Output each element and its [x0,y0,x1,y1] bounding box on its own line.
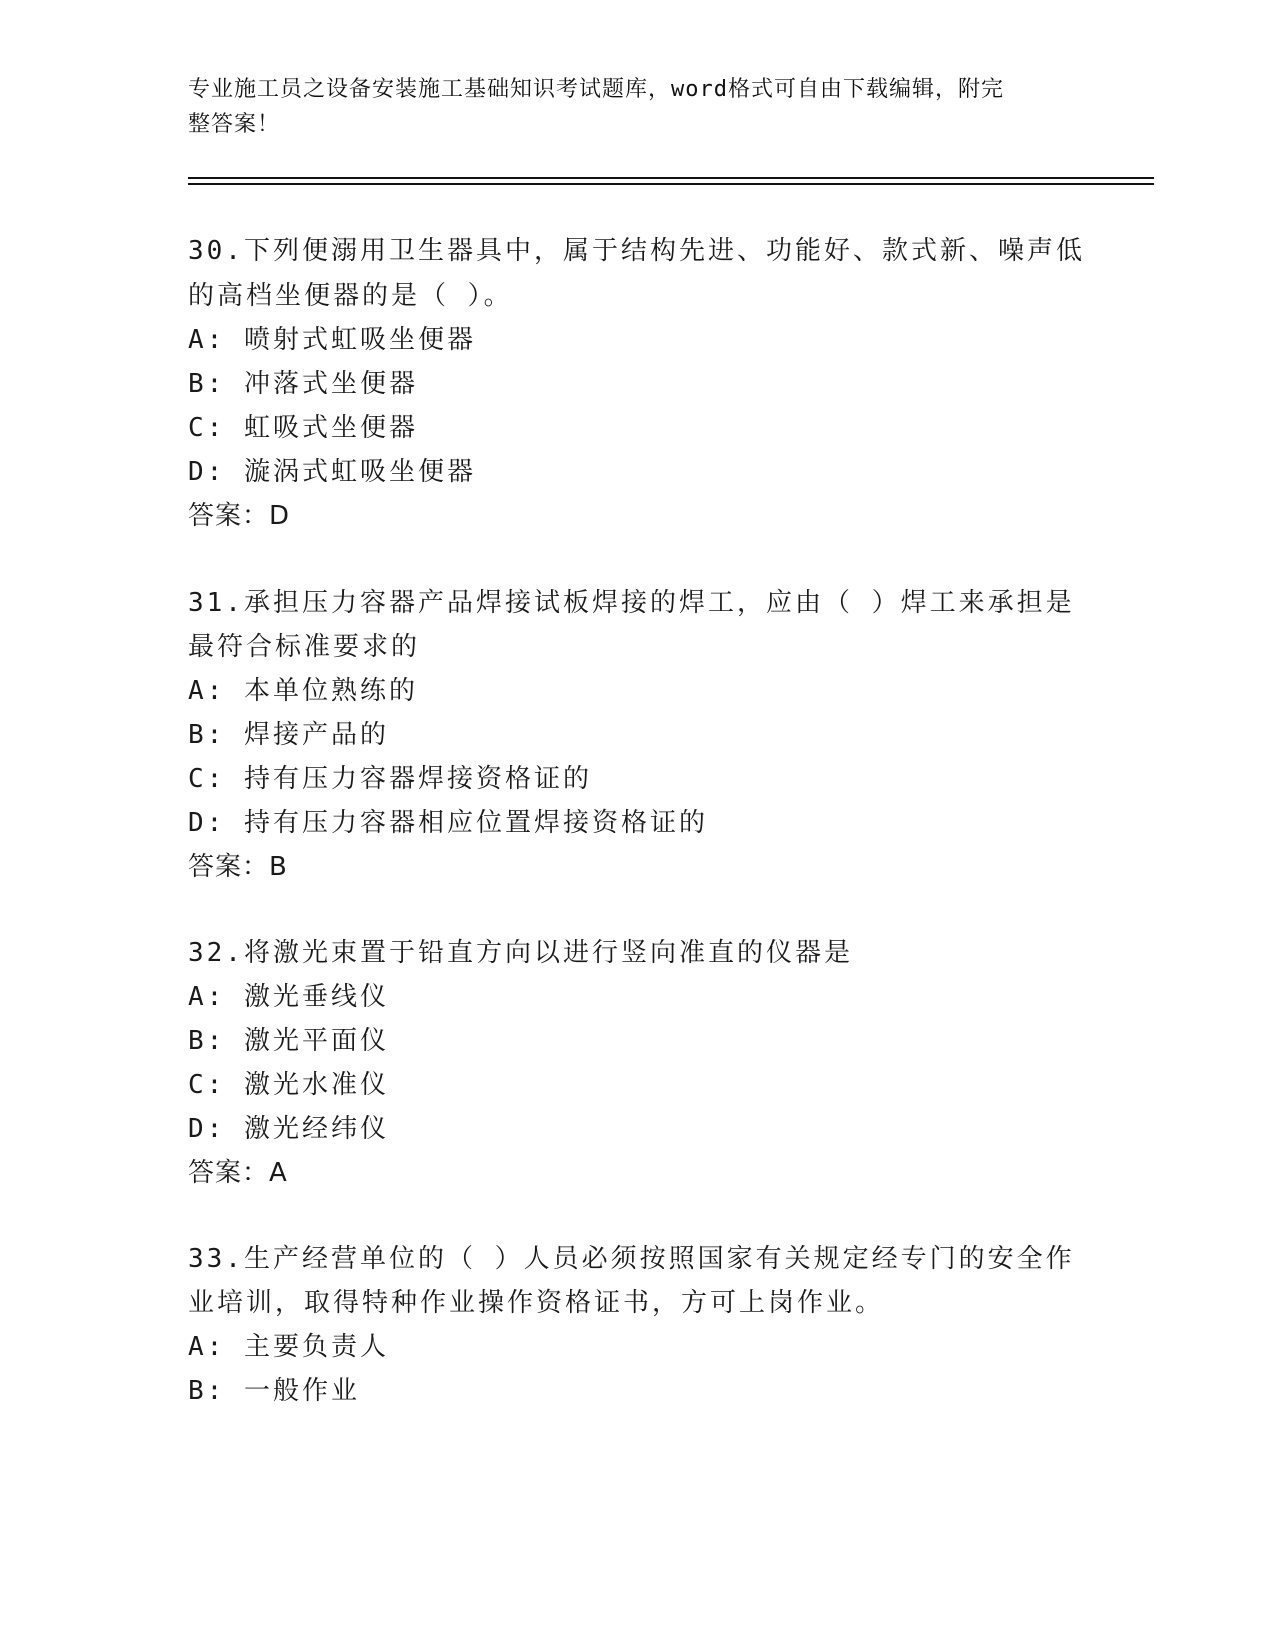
question-30-option-d: D: 漩涡式虹吸坐便器 [188,457,476,487]
question-33-option-b: B: 一般作业 [188,1376,360,1406]
question-31-stem-line-1: 31.承担压力容器产品焊接试板焊接的焊工，应由（ ）焊工来承担是 [188,588,1075,618]
question-32-option-b: B: 激光平面仪 [188,1026,389,1056]
question-30-option-b: B: 冲落式坐便器 [188,369,418,399]
question-32-option-d: D: 激光经纬仪 [188,1114,389,1144]
question-33-option-a: A: 主要负责人 [188,1332,389,1362]
header-line-2: 整答案！ [188,112,281,137]
question-31-option-d: D: 持有压力容器相应位置焊接资格证的 [188,808,708,838]
header-line-1: 专业施工员之设备安装施工基础知识考试题库，word格式可自由下载编辑，附完 [188,77,1004,102]
question-32-option-c: C: 激光水准仪 [188,1070,389,1100]
question-30-option-a: A: 喷射式虹吸坐便器 [188,325,476,355]
question-30-stem-line-1: 30.下列便溺用卫生器具中，属于结构先进、功能好、款式新、噪声低 [188,236,1085,266]
question-33-stem-line-2: 业培训，取得特种作业操作资格证书，方可上岗作业。 [188,1288,885,1318]
question-33-stem-line-1: 33.生产经营单位的（ ）人员必须按照国家有关规定经专门的安全作 [188,1244,1075,1274]
question-31-option-c: C: 持有压力容器焊接资格证的 [188,764,592,794]
question-32-stem-line-1: 32.将激光束置于铅直方向以进行竖向准直的仪器是 [188,938,853,968]
document-header [188,72,1068,142]
question-32-answer: 答案：A [188,1158,288,1188]
question-30-option-c: C: 虹吸式坐便器 [188,413,418,443]
question-31-stem-line-2: 最符合标准要求的 [188,632,421,662]
question-30-stem-line-2: 的高档坐便器的是（ ）。 [188,281,513,311]
question-31-option-a: A: 本单位熟练的 [188,676,418,706]
question-31-option-b: B: 焊接产品的 [188,720,389,750]
question-30-answer: 答案：D [188,501,291,531]
header-divider-bottom [188,183,1154,185]
question-32-option-a: A: 激光垂线仪 [188,982,389,1012]
question-31-answer: 答案：B [188,852,288,882]
header-divider-top [188,177,1154,179]
